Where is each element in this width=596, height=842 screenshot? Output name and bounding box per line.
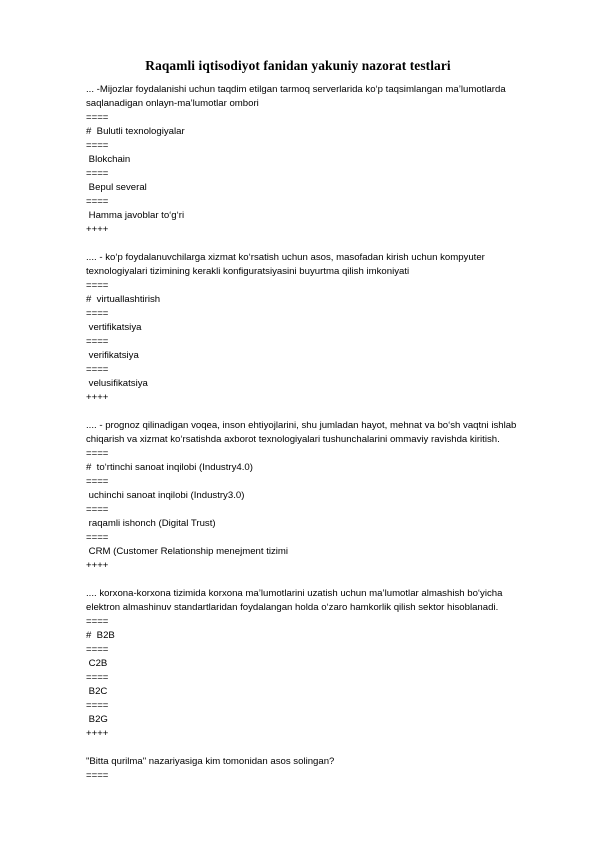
answer-option: verifikatsiya [86,350,139,361]
question-text-line: ... -Mijozlar foydalanishi uchun taqdim etilgan tarmoq serverlarida ko‘p taqsimlangan ma’lumotlarda [86,84,506,95]
answer-option: velusifikatsiya [86,378,148,389]
separator: ==== [86,532,109,543]
separator: ==== [86,476,109,487]
separator: ==== [86,616,109,627]
document-title: Raqamli iqtisodiyot fanidan yakuniy nazorat testlari [145,58,451,73]
question-text-line: texnologiyalari tizimining kerakli konfiguratsiyasini buyurtma qilish imkoniyati [86,266,410,277]
answer-option: raqamli ishonch (Digital Trust) [86,518,216,529]
separator: ==== [86,644,109,655]
spacer [86,573,556,587]
answer-option: B2G [86,714,108,725]
answer-correct: # Bulutli texnologiyalar [86,126,185,137]
answer-correct: # B2B [86,630,115,641]
separator: ==== [86,770,109,781]
question-text-line: .... - ko‘p foydalanuvchilarga xizmat ko‘rsatish uchun asos, masofadan kirish uchun kompyuter [86,252,485,263]
question-text-line: elektron almashinuv standartlaridan foydalangan holda o‘zaro hamkorlik qilish sektor hisoblanadi. [86,602,499,613]
question-block [86,587,556,755]
spacer [86,405,556,419]
answer-option: C2B [86,658,108,669]
answer-correct: # virtuallashtirish [86,294,161,305]
question-text-line: saqlanadigan onlayn-ma’lumotlar ombori [86,98,259,109]
spacer [86,741,556,755]
spacer [86,237,556,251]
separator: ==== [86,364,109,375]
question-block [86,419,556,587]
separator: ==== [86,308,109,319]
answer-option: Hamma javoblar to‘g‘ri [86,210,185,221]
end-marker: ++++ [86,224,109,235]
separator: ==== [86,140,109,151]
answer-option: B2C [86,686,108,697]
end-marker: ++++ [86,728,109,739]
answer-correct: # to‘rtinchi sanoat inqilobi (Industry4.0) [86,462,253,473]
questions-body [86,83,556,783]
separator: ==== [86,504,109,515]
question-text-line: "Bitta qurilma" nazariyasiga kim tomonidan asos solingan? [86,756,335,767]
answer-option: vertifikatsiya [86,322,142,333]
separator: ==== [86,112,109,123]
separator: ==== [86,448,109,459]
separator: ==== [86,336,109,347]
answer-option: Blokchain [86,154,131,165]
separator: ==== [86,196,109,207]
question-block [86,755,556,783]
question-text-line: .... korxona-korxona tizimida korxona ma’lumotlarini uzatish uchun ma’lumotlar almashish bo‘yicha [86,588,503,599]
answer-option: uchinchi sanoat inqilobi (Industry3.0) [86,490,245,501]
separator: ==== [86,168,109,179]
answer-option: Bepul several [86,182,147,193]
end-marker: ++++ [86,392,109,403]
question-text-line: .... - prognoz qilinadigan voqea, inson ehtiyojlarini, shu jumladan hayot, mehnat va bo‘sh vaqtni ishlab [86,420,517,431]
separator: ==== [86,700,109,711]
separator: ==== [86,280,109,291]
question-text-line: chiqarish va xizmat ko‘rsatishda axborot texnologiyalari tushunchalarini ommaviy ravishda kiritish. [86,434,500,445]
question-block [86,251,556,419]
question-block [86,83,556,251]
answer-option: CRM (Customer Relationship menejment tizimi [86,546,289,557]
separator: ==== [86,672,109,683]
end-marker: ++++ [86,560,109,571]
